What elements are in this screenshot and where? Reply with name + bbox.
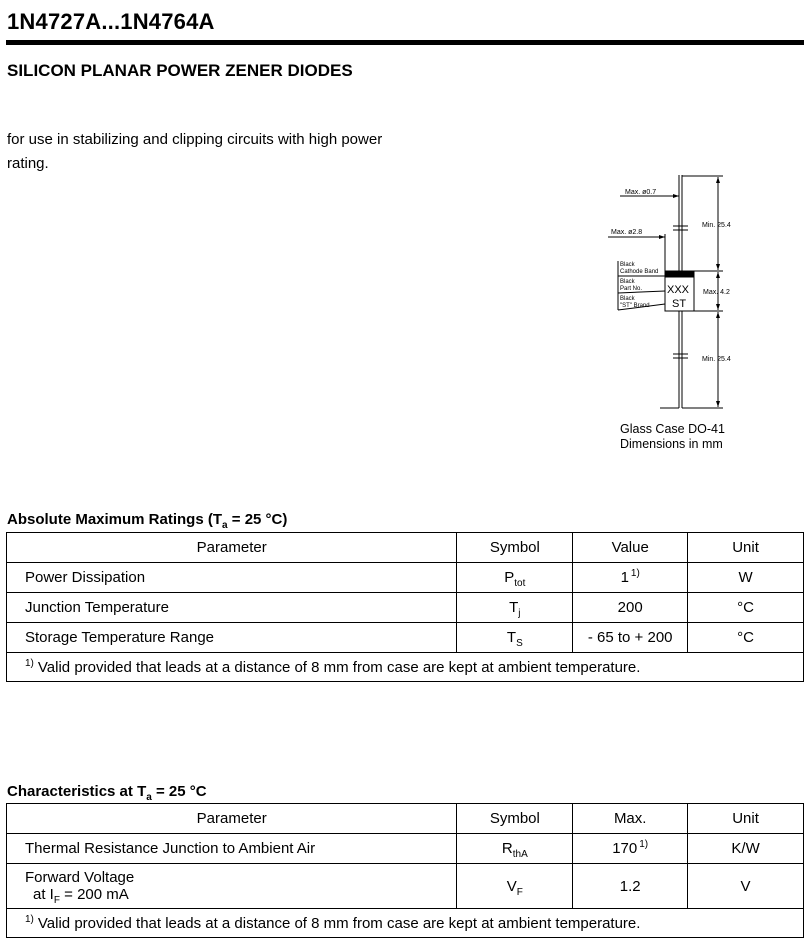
unit-cell: V: [688, 864, 804, 909]
value-cell: 200: [573, 593, 688, 623]
abs-max-ratings-table: [6, 532, 804, 682]
header-symbol: Symbol: [457, 804, 573, 834]
footnote-row: [7, 653, 804, 682]
value-cell: - 65 to + 200: [573, 623, 688, 653]
table-header-row: [7, 533, 804, 563]
part-marking-text: XXX: [667, 284, 690, 296]
table-row: [7, 864, 804, 909]
header-parameter: Parameter: [7, 533, 457, 563]
header-max: Max.: [573, 804, 688, 834]
part-number-note-line2: Part No.: [620, 286, 643, 292]
brand-marking-text: ST: [672, 298, 687, 310]
symbol-cell: $V_F$: [457, 864, 573, 909]
min-lead-length-bottom-label: Min. 25.4: [702, 356, 731, 363]
cathode-band: [665, 271, 694, 277]
caption-units: Dimensions in mm: [620, 437, 723, 451]
parameter-line2: at $I_F = 200$ mA: [33, 886, 129, 906]
symbol-cell: $R_{thA}$: [457, 834, 573, 864]
package-outline-drawing: [600, 170, 750, 415]
parameter-cell: [7, 864, 457, 909]
cathode-band-note-line1: Black: [620, 262, 635, 268]
title-rule: [6, 40, 804, 45]
characteristics-title: Characteristics at $T_a = 25$ °C: [7, 783, 207, 803]
min-lead-length-top-label: Min. 25.4: [702, 222, 731, 229]
max-body-length-label: Max. 4.2: [703, 289, 730, 296]
header-unit: Unit: [688, 804, 804, 834]
value-cell: 1.2: [573, 864, 688, 909]
header-value: Value: [573, 533, 688, 563]
document-title: 1N4727A...1N4764A: [7, 9, 215, 34]
header-symbol: Symbol: [457, 533, 573, 563]
unit-cell: °C: [688, 593, 804, 623]
max-lead-diameter-label: Max. ø0.7: [625, 189, 657, 196]
table-header-row: [7, 804, 804, 834]
parameter-cell: Thermal Resistance Junction to Ambient Air: [7, 834, 457, 864]
symbol-cell: $P_{tot}$: [457, 563, 573, 593]
parameter-cell: Storage Temperature Range: [7, 623, 457, 653]
header-parameter: Parameter: [7, 804, 457, 834]
footnote-row: [7, 909, 804, 938]
caption-case: Glass Case DO-41: [620, 422, 725, 436]
abs-max-ratings-title: Absolute Maximum Ratings ($T_a = 25$ °C): [7, 511, 288, 531]
cathode-band-note-line2: Cathode Band: [620, 269, 659, 275]
parameter-cell: Junction Temperature: [7, 593, 457, 623]
product-description: for use in stabilizing and clipping circuits with high power rating.: [7, 131, 383, 172]
footnote-cell: $^{1)}$ Valid provided that leads at a distance of 8 mm from case are kept at ambient temperature.: [7, 909, 804, 938]
max-body-diameter-label: Max. ø2.8: [611, 229, 643, 236]
parameter-line1: Forward Voltage: [25, 869, 135, 886]
drawing-caption: [620, 422, 725, 452]
document-subtitle: SILICON PLANAR POWER ZENER DIODES: [7, 61, 353, 80]
header-unit: Unit: [688, 533, 804, 563]
unit-cell: °C: [688, 623, 804, 653]
footnote-cell: $^{1)}$ Valid provided that leads at a distance of 8 mm from case are kept at ambient temperature.: [7, 653, 804, 682]
table-row: [7, 563, 804, 593]
table-row: [7, 593, 804, 623]
symbol-cell: $T_j$: [457, 593, 573, 623]
unit-cell: K/W: [688, 834, 804, 864]
symbol-cell: $T_S$: [457, 623, 573, 653]
unit-cell: W: [688, 563, 804, 593]
part-number-note-line1: Black: [620, 279, 635, 285]
value-cell: 170 $^{1)}$: [573, 834, 688, 864]
parameter-cell: Power Dissipation: [7, 563, 457, 593]
table-row: [7, 623, 804, 653]
characteristics-table: [6, 803, 804, 938]
st-brand-note-line1: Black: [620, 296, 635, 302]
value-cell: 1 $^{1)}$: [573, 563, 688, 593]
table-row: [7, 834, 804, 864]
st-brand-note-line2: "ST" Brand: [620, 303, 650, 309]
